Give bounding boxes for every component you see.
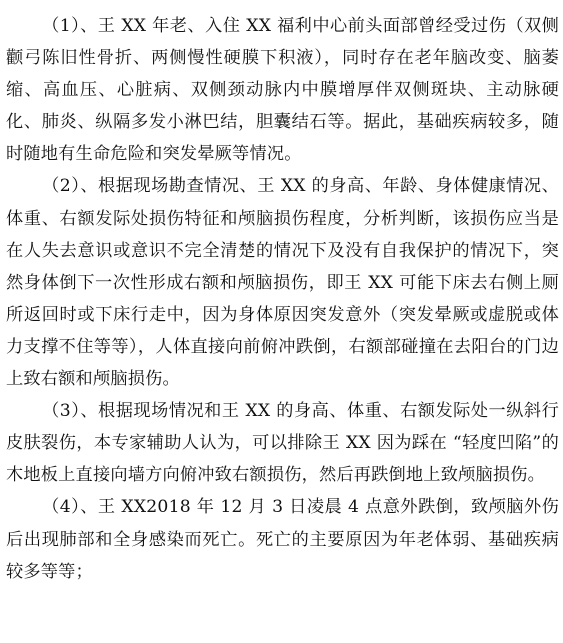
paragraph-1: （1）、王 XX 年老、入住 XX 福利中心前头面部曾经受过伤（双侧颧弓陈旧性骨折、两侧慢性硬膜下积液），同时存在老年脑改变、脑萎缩、高血压、心脏病、双侧颈动脉内中膜增厚伴双侧斑块、主动脉硬化、肺炎、纵隔多发小淋巴结，胆囊结石等。据此，基础疾病较多，随时随地有生命危险和突发晕厥等情况。	[6, 16, 559, 165]
paragraph-4: （4）、王 XX2018 年 12 月 3 日凌晨 4 点意外跌倒，致颅脑外伤后出现肺部和全身感染而死亡。死亡的主要原因为年老体弱、基础疾病较多等等；	[6, 497, 559, 582]
paragraph-3: （3）、根据现场情况和王 XX 的身高、体重、右额发际处一纵斜行皮肤裂伤，本专家辅助人认为，可以排除王 XX 因为踩在 “轻度凹陷”的木地板上直接向墙方向俯冲致右额损伤，然后再跌倒地上致颅脑损伤。	[6, 401, 559, 486]
paragraph-2: （2）、根据现场勘查情况、王 XX 的身高、年龄、身体健康情况、体重、右额发际处损伤特征和颅脑损伤程度，分析判断，该损伤应当是在人失去意识或意识不完全清楚的情况下及没有自我保护的情况下，突然身体倒下一次性形成右额和颅脑损伤，即王 XX 可能下床去右侧上厕所返回时或下床行走中，因为身体原因突发意外（突发晕厥或虚脱或体力支撑不住等等），人体直接向前俯冲跌倒，右额部碰撞在去阳台的门边上致右额和颅脑损伤。	[6, 176, 559, 390]
